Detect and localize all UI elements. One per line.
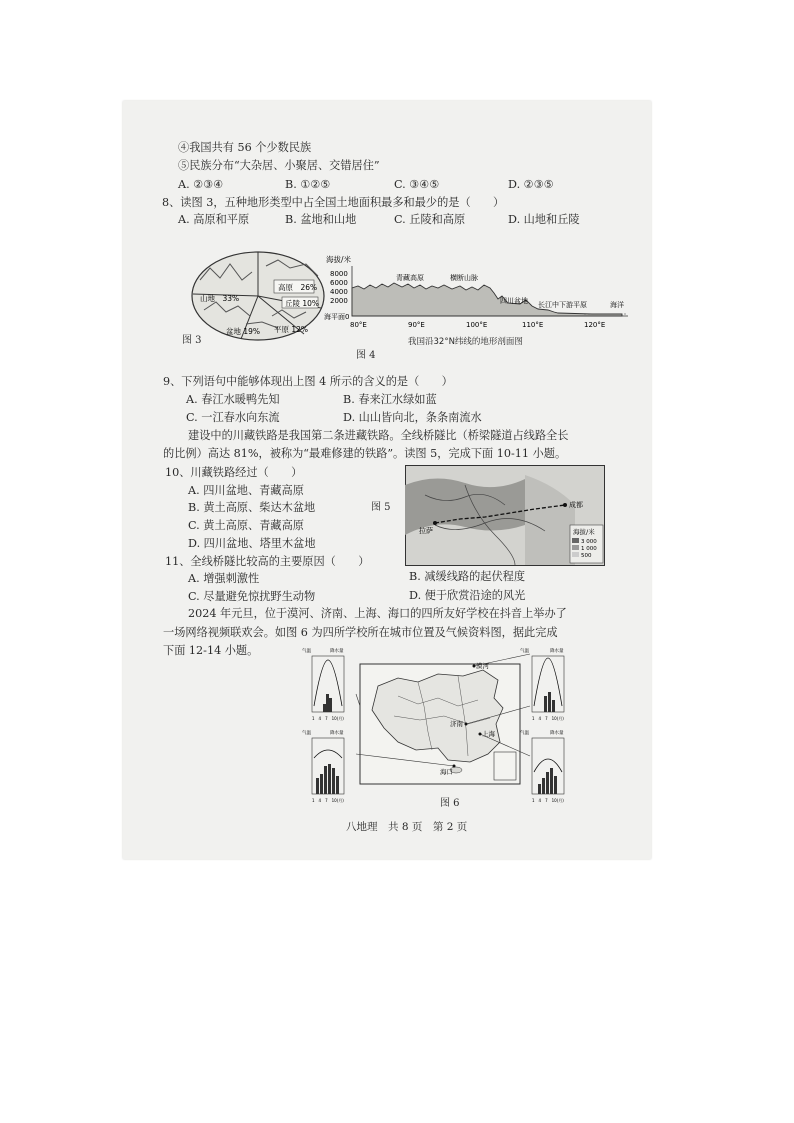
figure-4-subtitle: 我国沿32°N纬线的地形剖面图 [408, 337, 523, 347]
label-basin: 盆地 19% [226, 327, 261, 336]
figure-3-landform-pie [186, 250, 336, 342]
figure-4-terrain-profile [322, 252, 634, 334]
temp-label: 气温 [302, 649, 311, 654]
profile-y-label: 海拔/米 [326, 255, 352, 264]
q9-option-a: A. 春江水暖鸭先知 [186, 393, 280, 406]
label-hills: 丘陵 10% [285, 299, 320, 308]
region-yangtze-plain: 长江中下游平原 [538, 301, 587, 309]
q8-option-b: B. 盆地和山地 [285, 213, 357, 226]
q9-option-d: D. 山山皆向北，条条南流水 [343, 411, 482, 424]
climate-chart-bottom-left [302, 729, 344, 803]
figure-4-caption: 图 4 [356, 350, 376, 361]
item-4: ④我国共有 56 个少数民族 [178, 141, 312, 154]
region-ocean: 海洋 [610, 301, 624, 309]
q9-option-c: C. 一江春水向东流 [186, 411, 280, 424]
q11-option-b: B. 减缓线路的起伏程度 [409, 570, 526, 583]
q11-option-c: C. 尽量避免惊扰野生动物 [188, 590, 316, 603]
q11-option-a: A. 增强刺激性 [188, 572, 260, 585]
label-plateau: 高原 26% [278, 283, 318, 292]
q10-option-c: C. 黄土高原、青藏高原 [188, 519, 304, 532]
figure-5-caption: 图 5 [371, 502, 391, 513]
city-mohe: 漠河 [476, 662, 489, 670]
region-hengduan-mountains: 横断山脉 [450, 274, 478, 282]
city-lhasa: 拉萨 [419, 527, 433, 535]
city-chengdu: 成都 [569, 501, 583, 509]
city-shanghai: 上海 [482, 730, 495, 738]
question-10: 10、川藏铁路经过（ ） [165, 466, 303, 479]
label-plain: 平原 12% [274, 325, 309, 334]
ytick-8000: 8000 [330, 270, 348, 278]
precip-label: 降水量 [330, 731, 344, 736]
q10-option-b: B. 黄土高原、柴达木盆地 [188, 501, 316, 514]
climate-chart-bottom-right [520, 729, 564, 803]
question-9: 9、下列语句中能够体现出上图 4 所示的含义的是（ ） [163, 375, 453, 388]
climate-chart-top-left [302, 647, 344, 721]
paragraph-schools-1: 2024 年元旦，位于漠河、济南、上海、海口的四所友好学校在抖音上举办了 [188, 607, 567, 620]
figure-6-climate-map [298, 646, 588, 806]
paragraph-railway-1: 建设中的川藏铁路是我国第二条进藏铁路。全线桥隧比（桥梁隧道占线路全长 [188, 429, 569, 442]
xtick-120E: 120°E [584, 321, 606, 329]
figure-3-caption: 图 3 [182, 335, 202, 346]
precip-label: 降水量 [330, 649, 344, 654]
paragraph-schools-3: 下面 12-14 小题。 [163, 644, 259, 657]
months-axis: 1 4 7 10(月) [312, 798, 344, 803]
q11-option-d: D. 便于欣赏沿途的风光 [409, 589, 526, 602]
region-qingzang-plateau: 青藏高原 [396, 274, 424, 282]
item-5: ⑤民族分布“大杂居、小聚居、交错居住” [178, 159, 380, 172]
xtick-100E: 100°E [466, 321, 488, 329]
temp-label: 气温 [520, 649, 529, 654]
temp-label: 气温 [520, 731, 529, 736]
months-axis: 1 4 7 10(月) [532, 798, 564, 803]
city-jinan: 济南 [450, 720, 463, 728]
q8-option-a: A. 高原和平原 [178, 213, 250, 226]
page-footer: 八地理 共 8 页 第 2 页 [346, 821, 468, 833]
legend-title: 海拔/米 [573, 528, 595, 536]
q10-option-d: D. 四川盆地、塔里木盆地 [188, 537, 316, 550]
precip-label: 降水量 [550, 731, 564, 736]
label-mountain: 山地 33% [200, 294, 240, 303]
q7-option-d: D. ②③⑤ [508, 178, 554, 191]
region-sichuan-basin: 四川盆地 [500, 297, 528, 305]
legend-1000: 1 000 [581, 546, 597, 552]
temp-label: 气温 [302, 731, 311, 736]
q7-option-a: A. ②③④ [178, 178, 224, 191]
figure-5-railway-map [405, 465, 605, 566]
legend-500: 500 [581, 553, 592, 559]
xtick-110E: 110°E [522, 321, 544, 329]
ytick-6000: 6000 [330, 279, 348, 287]
xtick-90E: 90°E [408, 321, 425, 329]
q8-option-d: D. 山地和丘陵 [508, 213, 580, 226]
precip-label: 降水量 [550, 649, 564, 654]
climate-chart-top-right [520, 647, 564, 721]
xtick-80E: 80°E [350, 321, 367, 329]
city-haikou: 海口 [440, 768, 453, 776]
figure-6-caption: 图 6 [440, 798, 460, 809]
question-11: 11、全线桥隧比较高的主要原因（ ） [165, 555, 370, 568]
paragraph-schools-2: 一场网络视频联欢会。如图 6 为四所学校所在城市位置及气候资料图，据此完成 [163, 626, 558, 639]
paragraph-railway-2: 的比例）高达 81%，被称为“最难修建的铁路”。读图 5，完成下面 10-11 小题。 [163, 447, 567, 460]
ytick-sea-level: 海平面0 [324, 313, 350, 321]
ytick-4000: 4000 [330, 288, 348, 296]
q8-option-c: C. 丘陵和高原 [394, 213, 466, 226]
question-8: 8、读图 3，五种地形类型中占全国土地面积最多和最少的是（ ） [162, 196, 505, 209]
months-axis: 1 4 7 10(月) [312, 716, 344, 721]
q10-option-a: A. 四川盆地、青藏高原 [188, 484, 304, 497]
months-axis: 1 4 7 10(月) [532, 716, 564, 721]
q7-option-c: C. ③④⑤ [394, 178, 440, 191]
ytick-2000: 2000 [330, 297, 348, 305]
q7-option-b: B. ①②⑤ [285, 178, 331, 191]
q9-option-b: B. 春来江水绿如蓝 [343, 393, 437, 406]
legend-3000: 3 000 [581, 539, 597, 545]
